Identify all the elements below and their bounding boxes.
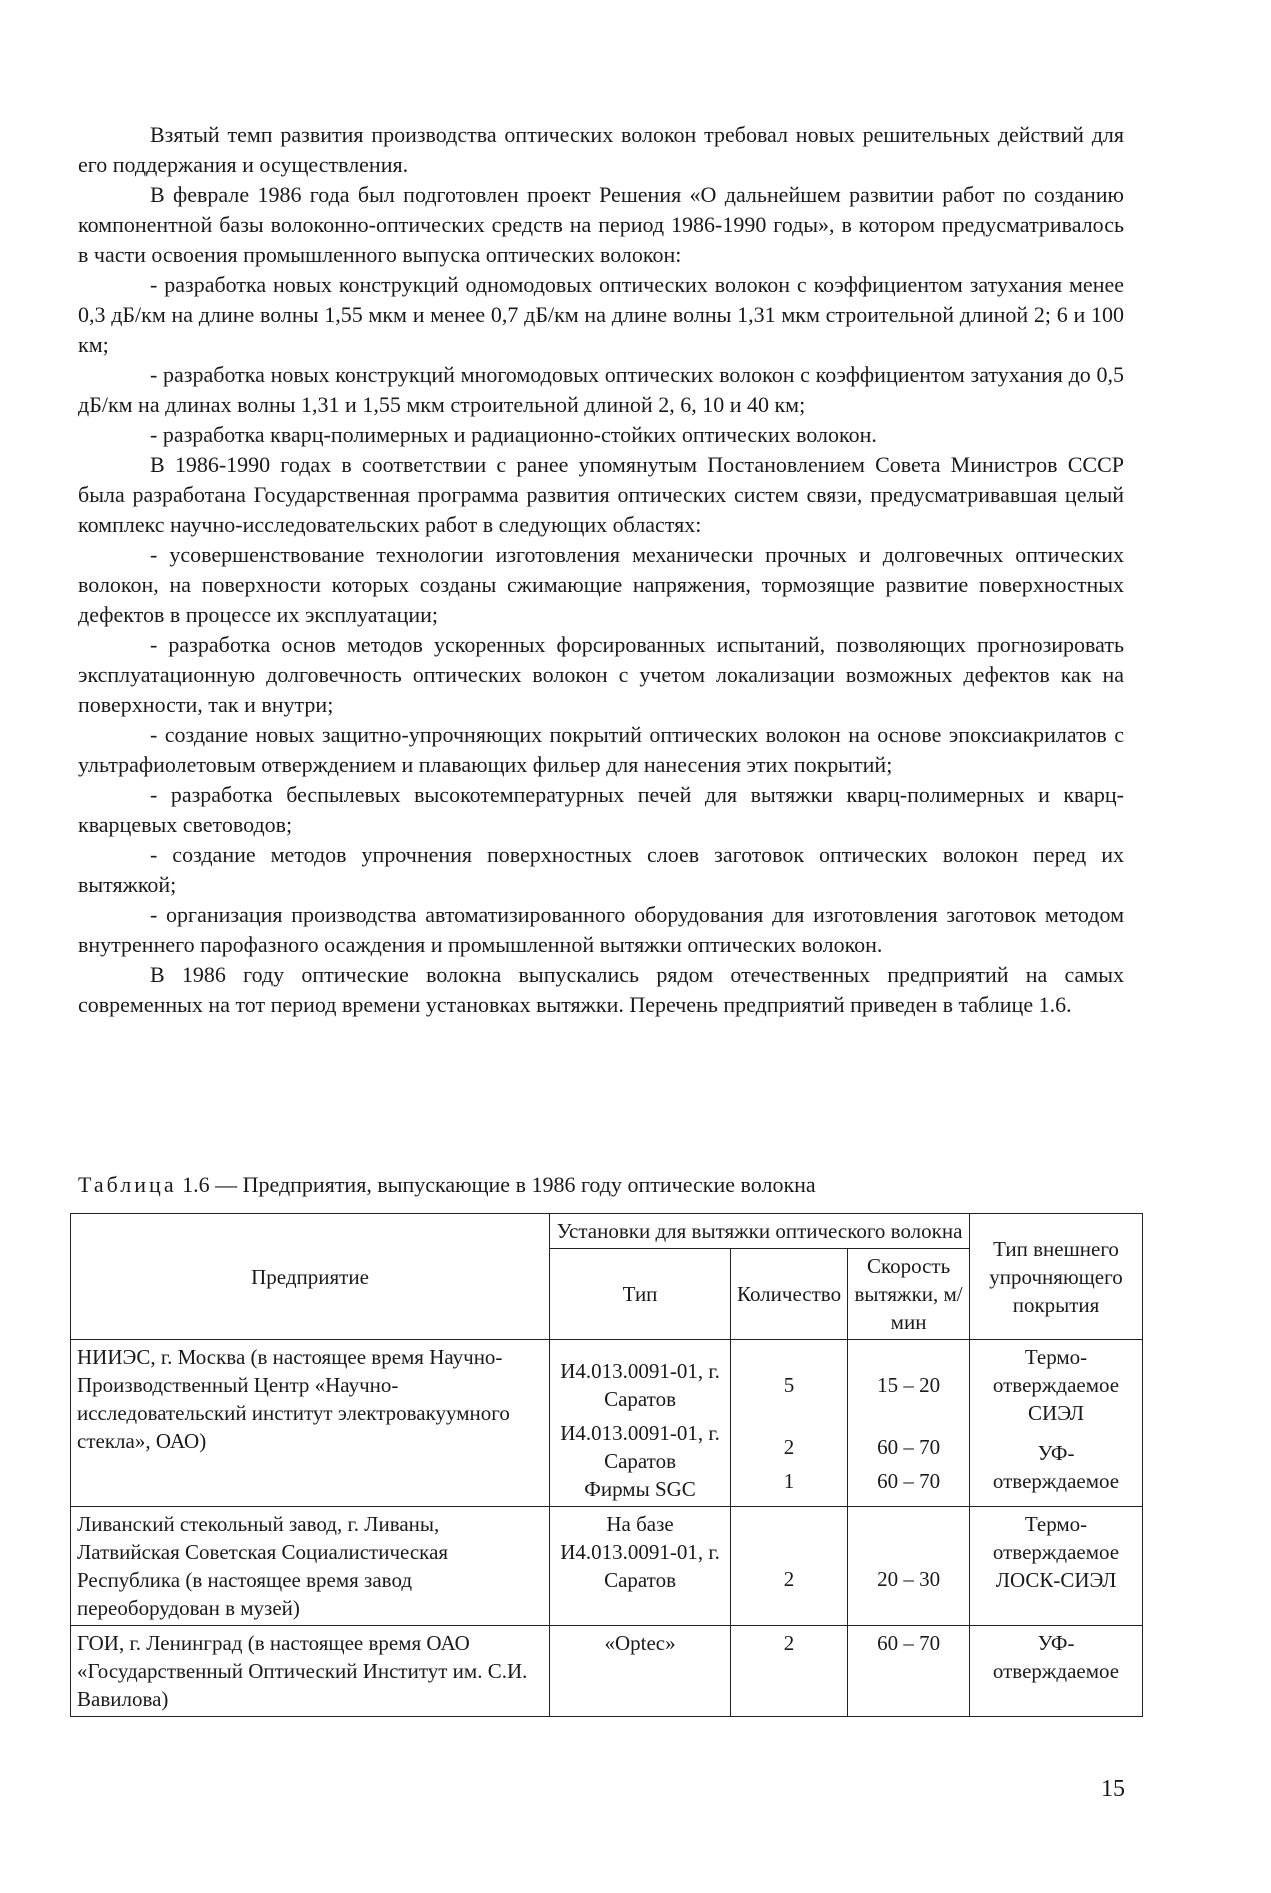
cell-enterprise: ГОИ, г. Ленинград (в настоящее время ОАО «Государственный Оптический Институт им. С.И. Вавилова) xyxy=(71,1626,550,1717)
table-header-row xyxy=(71,1214,1143,1249)
header-speed: Скорость вытяжки, м/мин xyxy=(848,1249,970,1340)
cell-types xyxy=(550,1340,731,1507)
cell-speed: 60 – 70 xyxy=(848,1626,970,1717)
cell-type: На базе И4.013.0091-01, г. Саратов xyxy=(550,1507,731,1626)
page-number: 15 xyxy=(1101,1776,1125,1802)
table-caption-text: 1.6 — Предприятия, выпускающие в 1986 году оптические волокна xyxy=(176,1172,816,1197)
cell-speeds xyxy=(848,1340,970,1507)
header-quantity: Количество xyxy=(731,1249,848,1340)
list-item: - разработка кварц-полимерных и радиационно-стойких оптических волокон. xyxy=(150,422,877,447)
paragraph: В 1986-1990 годах в соответствии с ранее упомянутым Постановлением Совета Министров СССР была разработана Государственная программа развития оптических систем связи, предусматривавшая целый комплекс научно-исследовательских работ в следующих областях: xyxy=(78,452,1124,537)
cell-type: Фирмы SGC xyxy=(584,1477,696,1501)
body-text xyxy=(78,120,1124,1020)
cell-enterprise: Ливанский стекольный завод, г. Ливаны, Латвийская Советская Социалистическая Республика (в настоящее время завод переоборудован в музей) xyxy=(71,1507,550,1626)
cell-speed: 15 – 20 xyxy=(877,1373,941,1397)
cell-coating: Термо-отверждаемое ЛОСК-СИЭЛ xyxy=(970,1507,1143,1626)
cell-quantities xyxy=(731,1340,848,1507)
header-installations: Установки для вытяжки оптического волокна xyxy=(550,1214,970,1249)
cell-enterprise: НИИЭС, г. Москва (в настоящее время Научно-Производственный Центр «Научно-исследовательский институт электровакуумного стекла», ОАО) xyxy=(71,1340,550,1507)
list-item: - разработка основ методов ускоренных форсированных испытаний, позволяющих прогнозировать эксплуатационную долговечность оптических волокон с учетом локализации возможных дефектов как на поверхности, так и внутри; xyxy=(78,632,1124,717)
table-row xyxy=(71,1507,1143,1626)
cell-coating: УФ-отверждаемое xyxy=(970,1626,1143,1717)
cell-type: И4.013.0091-01, г. Саратов xyxy=(560,1359,720,1411)
cell-quantity: 2 xyxy=(783,1435,795,1459)
list-item: - разработка новых конструкций одномодовых оптических волокон с коэффициентом затухания менее 0,3 дБ/км на длине волны 1,55 мкм и менее 0,7 дБ/км на длине волны 1,31 мкм строительной длиной 2; 6 и 100 км; xyxy=(78,272,1124,357)
cell-quantity: 2 xyxy=(731,1626,848,1717)
list-item: - усовершенствование технологии изготовления механически прочных и долговечных оптических волокон, на поверхности которых созданы сжимающие напряжения, тормозящие развитие поверхностных дефектов в процессе их эксплуатации; xyxy=(78,542,1124,627)
cell-type: «Optec» xyxy=(550,1626,731,1717)
cell-coatings xyxy=(970,1340,1143,1507)
table-row xyxy=(71,1626,1143,1717)
cell-quantity: 1 xyxy=(783,1469,795,1493)
header-coating: Тип внешнего упрочняющего покрытия xyxy=(970,1214,1143,1340)
list-item: - создание новых защитно-упрочняющих покрытий оптических волокон на основе эпоксиакрилатов с ультрафиолетовым отверждением и плавающих фильер для нанесения этих покрытий; xyxy=(78,722,1124,777)
paragraph: В феврале 1986 года был подготовлен проект Решения «О дальнейшем развитии работ по созданию компонентной базы волоконно-оптических средств на период 1986-1990 годы», в котором предусматривалось в части освоения промышленного выпуска оптических волокон: xyxy=(78,182,1124,267)
cell-speed: 60 – 70 xyxy=(877,1435,941,1459)
header-type: Тип xyxy=(550,1249,731,1340)
list-item: - создание методов упрочнения поверхностных слоев заготовок оптических волокон перед их вытяжкой; xyxy=(78,842,1124,897)
table-row xyxy=(71,1340,1143,1507)
cell-type: И4.013.0091-01, г. Саратов xyxy=(560,1421,720,1473)
cell-speed: 60 – 70 xyxy=(877,1469,941,1493)
table-caption xyxy=(78,1170,816,1200)
list-item: - разработка беспылевых высокотемпературных печей для вытяжки кварц-полимерных и кварц-кварцевых световодов; xyxy=(78,782,1124,837)
cell-speed: 20 – 30 xyxy=(848,1507,970,1626)
cell-quantity: 5 xyxy=(783,1373,795,1397)
paragraph: Взятый темп развития производства оптических волокон требовал новых решительных действий для его поддержания и осуществления. xyxy=(78,122,1124,177)
paragraph: В 1986 году оптические волокна выпускались рядом отечественных предприятий на самых современных на тот период времени установках вытяжки. Перечень предприятий приведен в таблице 1.6. xyxy=(78,962,1124,1017)
list-item: - разработка новых конструкций многомодовых оптических волокон с коэффициентом затухания до 0,5 дБ/км на длинах волны 1,31 и 1,55 мкм строительной длиной 2, 6, 10 и 40 км; xyxy=(78,362,1124,417)
header-enterprise: Предприятие xyxy=(71,1214,550,1340)
table-caption-label: Таблица xyxy=(78,1172,177,1197)
cell-coating: УФ-отверждаемое xyxy=(992,1441,1120,1493)
enterprises-table xyxy=(70,1213,1143,1717)
cell-quantity: 2 xyxy=(731,1507,848,1626)
cell-coating: Термо-отверждаемое СИЭЛ xyxy=(992,1345,1120,1425)
list-item: - организация производства автоматизированного оборудования для изготовления заготовок методом внутреннего парофазного осаждения и промышленной вытяжки оптических волокон. xyxy=(78,902,1124,957)
